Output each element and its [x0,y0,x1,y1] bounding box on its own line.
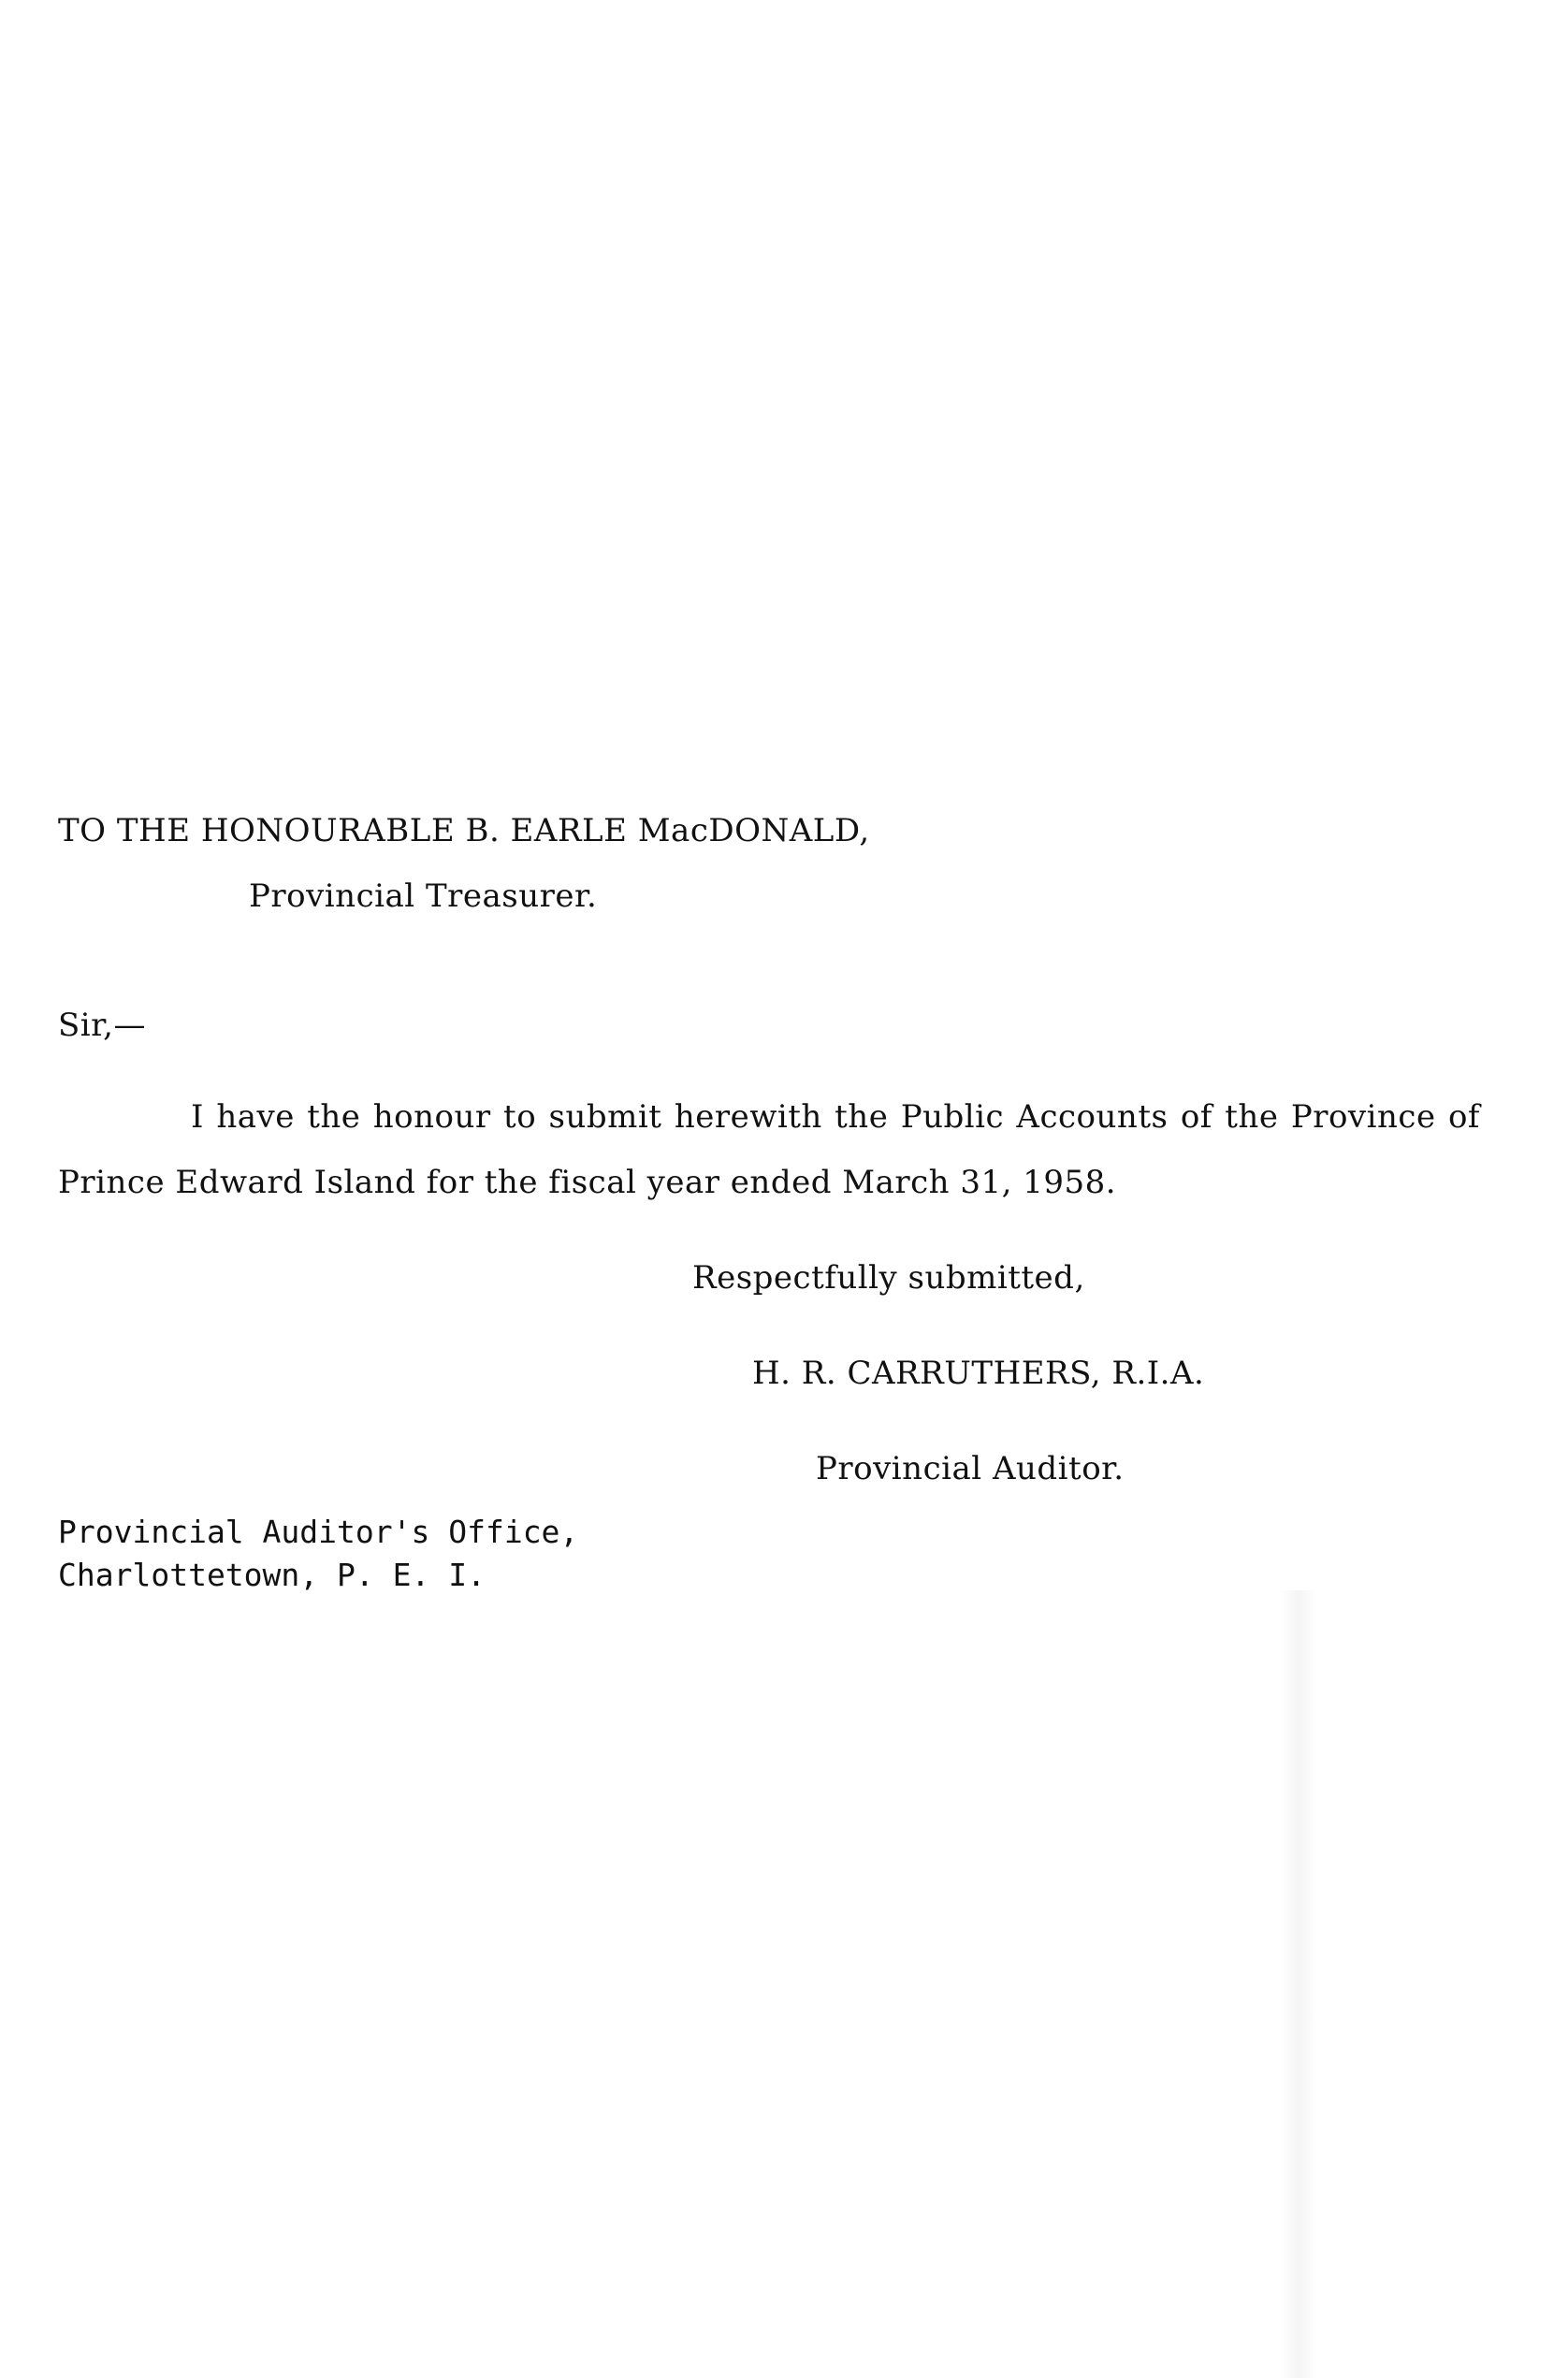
closing: Respectfully submitted, [692,1259,1085,1297]
signatory-title: Provincial Auditor. [816,1450,1125,1487]
body-paragraph-line-1: I have the honour to submit herewith the Public Accounts of the Province of [191,1098,1480,1136]
addressee-title: Provincial Treasurer. [249,877,598,915]
body-paragraph-line-2: Prince Edward Island for the fiscal year ended March 31, 1958. [58,1164,1117,1201]
office-address-line-2: Charlottetown, P. E. I. [58,1557,486,1593]
office-address-line-1: Provincial Auditor's Office, [58,1514,579,1550]
signatory-name: H. R. CARRUTHERS, R.I.A. [752,1355,1205,1392]
scan-artifact [1280,1590,1317,2378]
addressee: TO THE HONOURABLE B. EARLE MacDONALD, [58,812,870,849]
salutation: Sir,— [58,1007,146,1044]
